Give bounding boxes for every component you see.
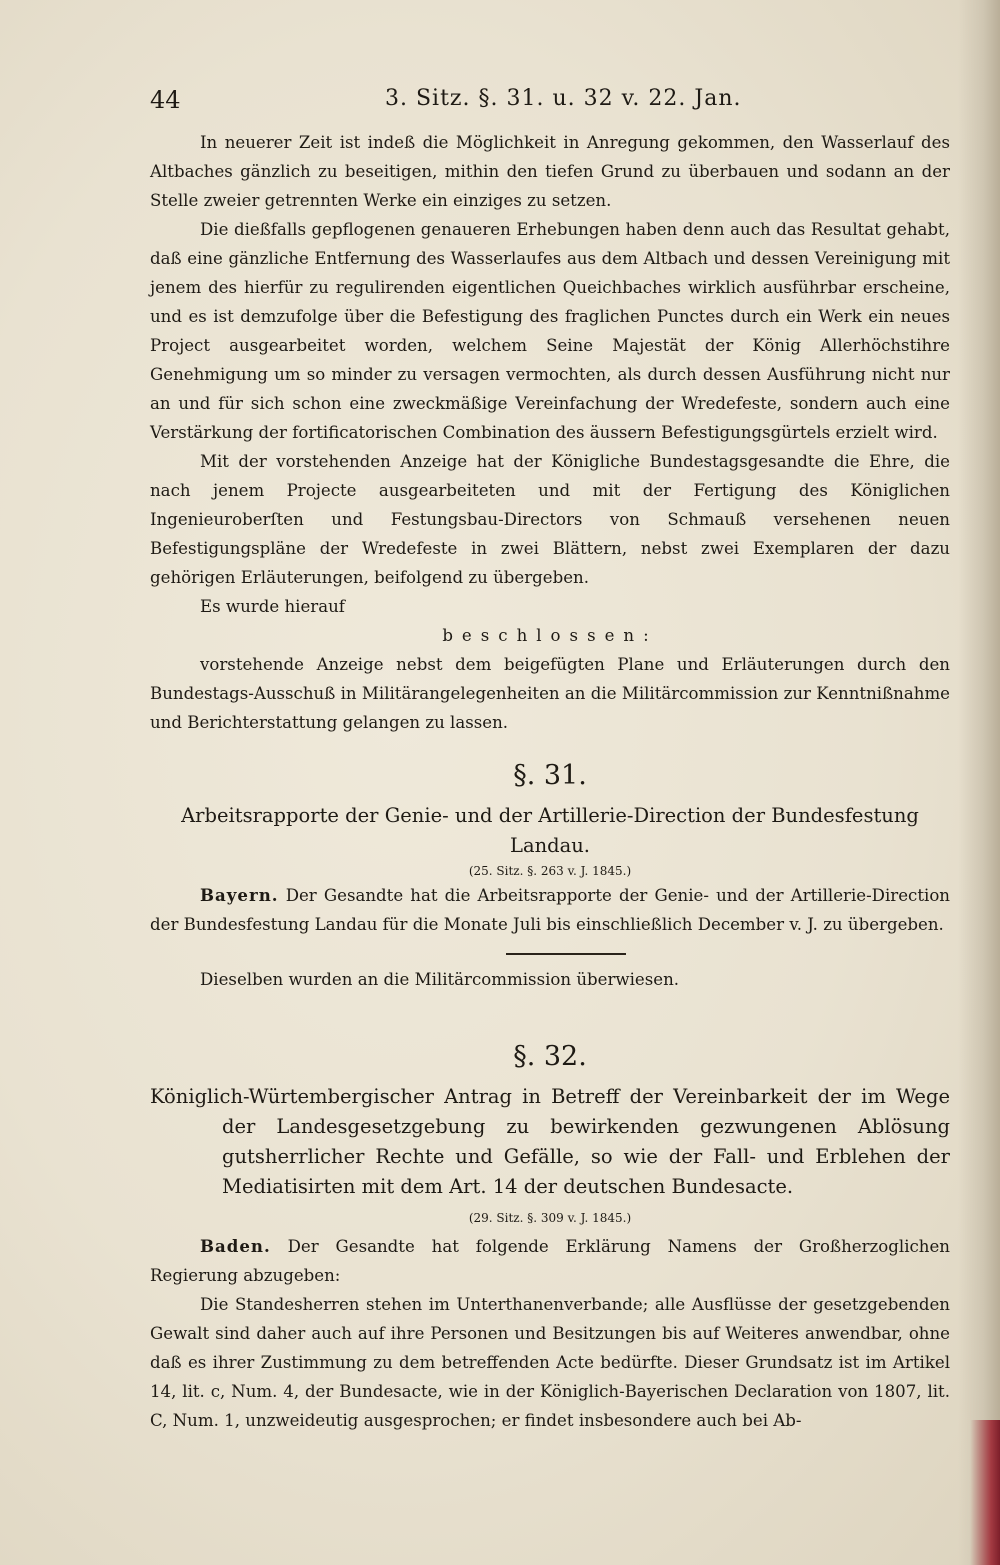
paragraph: Mit der vorstehenden Anzeige hat der Königliche Bundestagsgesandte die Ehre, die nach jenem Projecte ausgearbeiteten und mit der Fertigung des Königlichen Ingenieuroberſten und Festungsbau-Directors von Schmauß versehenen neuen Befestigungspläne der Wredefeste in zwei Blättern, nebst zwei Exemplaren der dazu gehörigen Erläuterungen, beifolgend zu übergeben. — [150, 452, 950, 587]
page-number: 44 — [150, 86, 181, 114]
quoted-declaration: Die Standesherren stehen im Unterthanenverbande; alle Ausflüsse der gesetzgebenden Gewalt sind daher auch auf ihre Personen und Besitzungen bis auf Weiteres anwendbar, ohne daß es ihrer Zustimmung zu dem betreffenden Acte bedürfte. Dieser Grundsatz ist im Artikel 14, lit. c, Num. 4, der Bundesacte, wie in der Königlich-Bayerischen Declaration von 1807, lit. C, Num. 1, unzweideutig ausgesprochen; er findet insbesondere auch bei Ab- — [150, 1295, 950, 1430]
page-edge-shadow — [958, 0, 1000, 1565]
state-name: Bayern. — [200, 885, 279, 905]
paragraph-text: Der Gesandte hat die Arbeitsrapporte der Genie- und der Artillerie-Direction der Bundesfestung Landau für die Monate Juli bis einschließlich December v. J. zu übergeben. — [150, 886, 950, 934]
section-reference: (25. Sitz. §. 263 v. J. 1845.) — [468, 864, 632, 878]
section-reference: (29. Sitz. §. 309 v. J. 1845.) — [468, 1211, 632, 1225]
divider-rule — [506, 953, 626, 955]
state-name: Baden. — [200, 1236, 271, 1256]
paragraph — [150, 881, 950, 939]
running-head: 3. Sitz. §. 31. u. 32 v. 22. Jan. — [385, 86, 742, 111]
resolution-text: vorstehende Anzeige nebst dem beigefügten Plane und Erläuterungen durch den Bundestags-Ausschuß in Militärangelegenheiten an die Militärcommission zur Kenntnißnahme und Berichterstattung gelangen zu lassen. — [150, 655, 950, 732]
book-edge-red — [970, 1420, 1000, 1565]
paragraph — [150, 1232, 950, 1290]
paragraph: In neuerer Zeit ist indeß die Möglichkeit in Anregung gekommen, den Wasserlauf des Altbaches gänzlich zu beseitigen, mithin den tiefen Grund zu überbauen und sodann an der Stelle zweier getrennten Werke ein einziges zu setzen. — [150, 133, 950, 210]
section-number: §. 32. — [513, 1041, 587, 1072]
paragraph: Es wurde hierauf — [200, 597, 345, 616]
section-number: §. 31. — [513, 760, 587, 791]
paragraph-text: Der Gesandte hat folgende Erklärung Namens der Großherzoglichen Regierung abzugeben: — [150, 1237, 950, 1285]
paragraph: Dieselben wurden an die Militärcommission überwiesen. — [200, 970, 680, 989]
page-body — [150, 128, 950, 1435]
page-header — [150, 86, 950, 116]
resolution-label: beschlossen: — [442, 626, 658, 645]
section-title: Königlich-Würtembergischer Antrag in Betreff der Vereinbarkeit der im Wege der Landesgesetzgebung zu bewirkenden gezwungenen Ablösung gutsherrlicher Rechte und Gefälle, so wie der Fall- und Erblehen der Mediatisirten mit dem Art. 14 der deutschen Bundesacte. — [150, 1085, 950, 1198]
section-title: Arbeitsrapporte der Genie- und der Artillerie-Direction der Bundesfestung Landau. — [181, 804, 919, 857]
paragraph: Die dießfalls gepflogenen genaueren Erhebungen haben denn auch das Resultat gehabt, daß eine gänzliche Entfernung des Wasserlaufes aus dem Altbach und dessen Vereinigung mit jenem des hierfür zu regulirenden eigentlichen Queichbaches wirklich ausführbar erscheine, und es ist demzufolge über die Befestigung des fraglichen Punctes durch ein Werk ein neues Project ausgearbeitet worden, welchem Seine Majestät der König Allerhöchstihre Genehmigung um so minder zu versagen vermochten, als durch dessen Ausführung nicht nur an und für sich schon eine zweckmäßige Vereinfachung der Wredefeste, sondern auch eine Verstärkung der fortificatorischen Combination des äussern Befestigungsgürtels erzielt wird. — [150, 220, 950, 442]
